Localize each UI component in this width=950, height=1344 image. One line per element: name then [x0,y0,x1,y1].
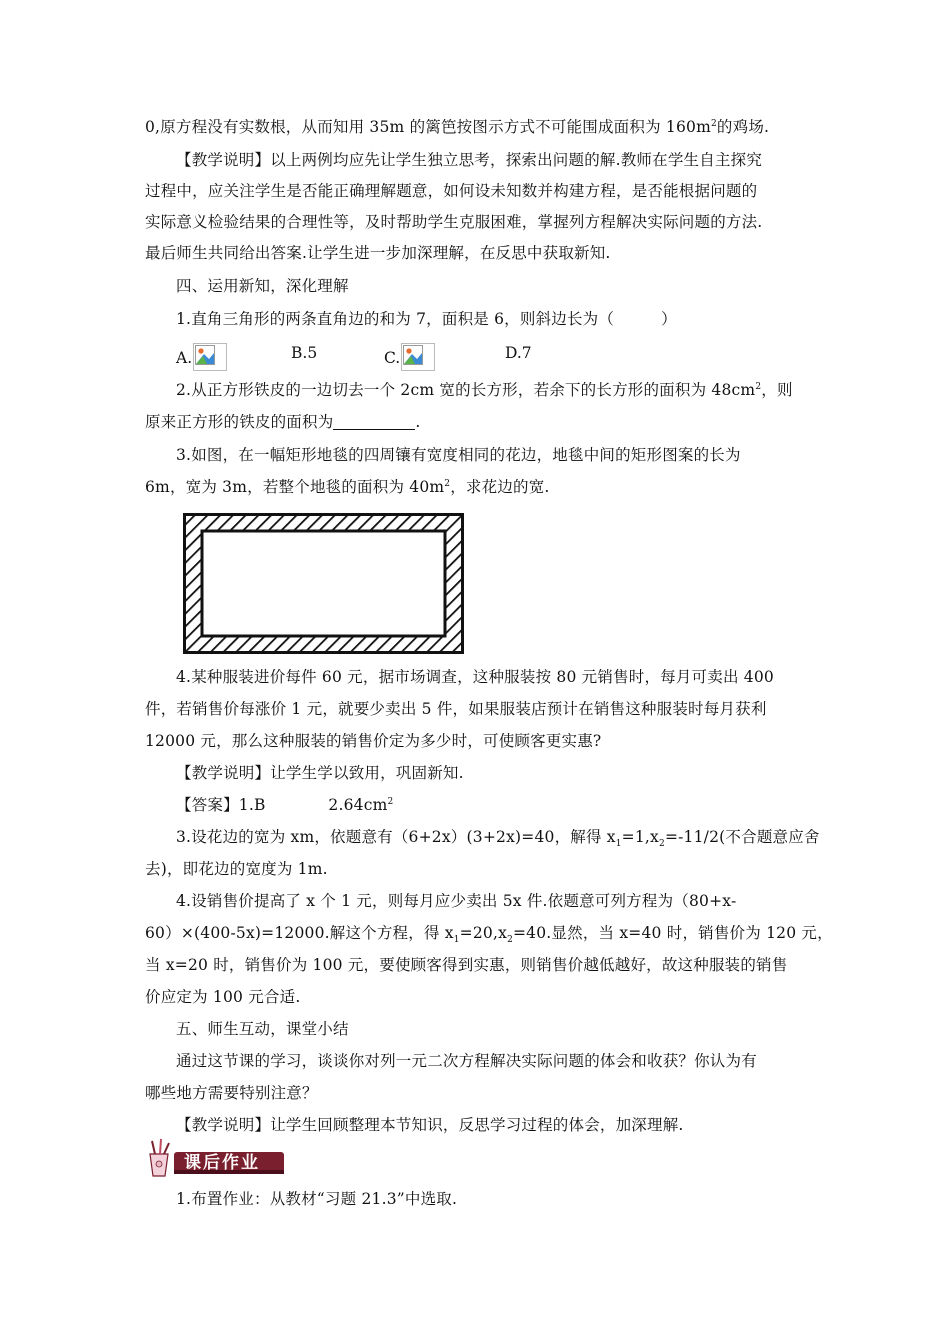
option-b: B.5 [291,344,318,362]
homework-banner [146,1138,286,1178]
answer-4: 4.设销售价提高了 x 个 1 元，则每月应少卖出 5x 件.依题意可列方程为（80+x- [176,892,737,910]
question-1: 1.直角三角形的两条直角边的和为 7，面积是 6，则斜边长为（ ） [176,310,677,328]
homework-title: 课后作业 [184,1153,260,1173]
answer-4-cont: 当 x=20 时，销售价为 100 元，要使顾客得到实惠，则销售价越低越好，故这种服装的销售 [145,956,788,974]
question-4-cont: 12000 元，那么这种服装的销售价定为多少时，可使顾客更实惠? [145,732,602,750]
section-heading-4: 四、运用新知，深化理解 [176,277,349,295]
paragraph-line: 实际意义检验结果的合理性等，及时帮助学生克服困难，掌握列方程解决实际问题的方法. [145,213,763,231]
question-2-cont: 原来正方形的铁皮的面积为 . [145,413,421,431]
broken-image-icon [401,343,435,371]
answer-heading: 【答案】1.B $2.64cm^2$ [176,796,394,814]
carpet-border-figure [183,513,465,655]
paragraph-line: 最后师生共同给出答案.让学生进一步加深理解，在反思中获取新知. [145,244,611,262]
carpet-inner-pattern [202,531,445,636]
broken-image-icon [193,343,227,371]
question-3: 3.如图，在一幅矩形地毯的四周镶有宽度相同的花边，地毯中间的矩形图案的长为 [176,446,741,464]
section-heading-5: 五、师生互动，课堂小结 [176,1020,349,1038]
homework-item-1: 1.布置作业：从教材“习题 21.3”中选取. [176,1190,458,1208]
answer-4-cont: 价应定为 100 元合适. [145,988,301,1006]
option-c: C. [384,343,435,371]
question-4: 4.某种服装进价每件 60 元，据市场调查，这种服装按 80 元销售时，每月可卖出 400 [176,668,774,686]
option-d: D.7 [505,344,532,362]
question-2: 2.从正方形铁皮的一边切去一个 2cm 宽的长方形，若余下的长方形的面积为 $48cm^2$，则 [176,381,793,399]
answer-blank [333,415,415,430]
paragraph-line: 0,原方程没有实数根，从而知用 35m 的篱笆按图示方式不可能围成面积为 $160m^2$的鸡场. [145,118,770,136]
teaching-note: 【教学说明】以上两例均应先让学生独立思考，探索出问题的解.教师在学生自主探究 [176,151,763,169]
question-4-cont: 件，若销售价每涨价 1 元，就要少卖出 5 件，如果服装店预计在销售这种服装时每月获利 [145,700,767,718]
summary-paragraph-cont: 哪些地方需要特别注意？ [145,1084,318,1102]
answer-3: 3.设花边的宽为 xm，依题意有（6+2x）(3+2x)=40，解得 $x_1=1,x_2=-11/2$(不合题意应舍 [176,828,820,850]
answer-3-cont: 去)，即花边的宽度为 1m. [145,860,328,878]
question-3-cont: 6m，宽为 3m，若整个地毯的面积为 $40m^2$，求花边的宽. [145,478,550,496]
option-a: A. [176,343,227,371]
summary-paragraph: 通过这节课的学习，谈谈你对列一元二次方程解决实际问题的体会和收获？你认为有 [176,1052,757,1070]
teaching-note: 【教学说明】让学生回顾整理本节知识，反思学习过程的体会，加深理解. [176,1116,684,1134]
answer-4-cont: 60）×(400-5x)=12000.解这个方程，得 $x_1=20,x_2=40$.显然，当 x=40 时，销售价为 120 元， [145,924,833,946]
teaching-note: 【教学说明】让学生学以致用，巩固新知. [176,764,464,782]
paragraph-line: 过程中，应关注学生是否能正确理解题意，如何设未知数并构建方程，是否能根据问题的 [145,182,758,200]
